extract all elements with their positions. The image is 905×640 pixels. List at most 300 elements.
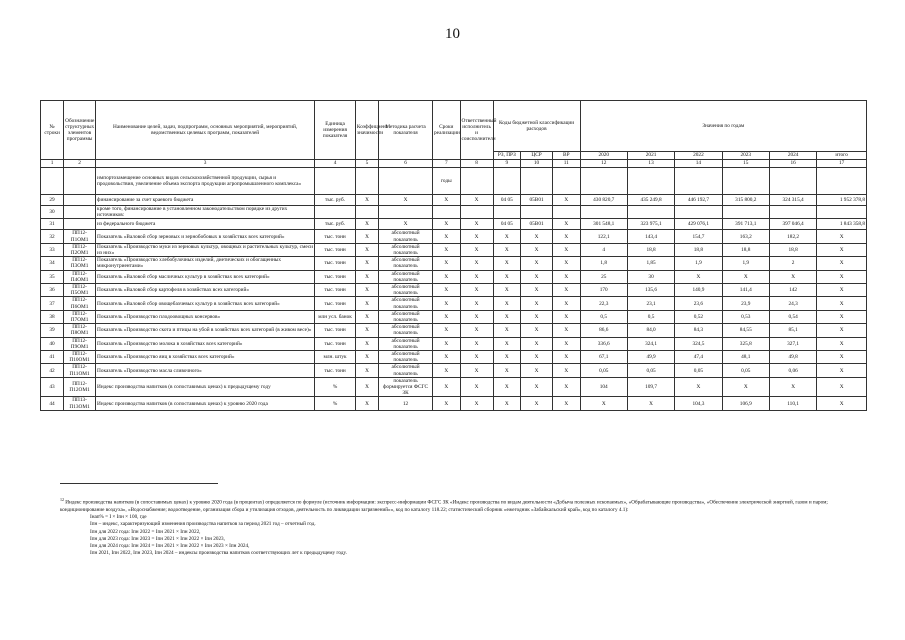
row-name: Показатель «Производство яиц в хозяйствах всех категорий» (96, 351, 315, 364)
year-value: X (817, 243, 867, 256)
header-values-by-year: Значения по годам (580, 101, 866, 152)
table-row (41, 219, 867, 230)
year-value: 154,7 (675, 230, 722, 243)
code-csr: 05В01 (521, 195, 553, 206)
row-name: Показатель «Производство молока в хозяйствах всех категорий» (96, 337, 315, 350)
header-csr: ЦСР (521, 152, 553, 160)
row-name: Показатель «Валовой сбор масличных культур в хозяйствах всех категорий» (96, 270, 315, 283)
table-row (41, 351, 867, 364)
year-value: 0,05 (580, 364, 627, 377)
responsible: X (460, 284, 493, 297)
responsible: X (460, 337, 493, 350)
coefficient: X (355, 195, 378, 206)
code-rz: X (493, 337, 521, 350)
year-value: 140,9 (675, 284, 722, 297)
term (433, 206, 461, 219)
row-number: 42 (41, 364, 64, 377)
year-value: 1,85 (627, 257, 674, 270)
year-value: 327,1 (769, 337, 816, 350)
year-value: 23,1 (627, 297, 674, 310)
unit (315, 168, 356, 195)
code-csr: X (521, 270, 553, 283)
responsible: X (460, 297, 493, 310)
column-number: 4 (315, 160, 356, 168)
year-value: X (817, 270, 867, 283)
year-value (627, 206, 674, 219)
code-vr: X (553, 284, 581, 297)
year-value: 324 315,4 (769, 195, 816, 206)
responsible (460, 168, 493, 195)
term: X (433, 243, 461, 256)
code-vr: X (553, 297, 581, 310)
header-element: Обозначение структурных элементов программы (64, 101, 96, 160)
code-rz: 04 05 (493, 219, 521, 230)
unit: млн усл. банок (315, 310, 356, 323)
header-year: 2024 (769, 152, 816, 160)
footnote-line: Iпн для 2022 года: Iпн 2022 = Iпн 2021 × Iпн 2022, (90, 528, 201, 535)
table-row (41, 195, 867, 206)
row-number: 32 (41, 230, 64, 243)
year-value: 1,9 (675, 257, 722, 270)
term: X (433, 284, 461, 297)
year-value: X (817, 257, 867, 270)
year-value (675, 206, 722, 219)
column-number: 15 (722, 160, 769, 168)
unit: % (315, 397, 356, 410)
code-vr: X (553, 397, 581, 410)
year-value: 2 (769, 257, 816, 270)
year-value: 0,5 (627, 310, 674, 323)
row-number: 41 (41, 351, 64, 364)
code-vr: X (553, 364, 581, 377)
code-csr: X (521, 377, 553, 397)
method: абсолютный показатель (379, 364, 433, 377)
table-row (41, 337, 867, 350)
code-rz: X (493, 243, 521, 256)
year-value: 104 (580, 377, 627, 397)
row-name: Показатель «Валовой сбор овощебахчевых культур в хозяйствах всех категорий» (96, 297, 315, 310)
column-number: 11 (553, 160, 581, 168)
responsible: X (460, 230, 493, 243)
code-vr: X (553, 377, 581, 397)
unit: % (315, 377, 356, 397)
footnote-formula: Iнап% = I × Iпн × 100, где (90, 514, 147, 521)
row-number: 30 (41, 206, 64, 219)
responsible: X (460, 270, 493, 283)
row-name: Индекс производства напитков (в сопоставимых ценах) к уровню 2020 года (96, 397, 315, 410)
footnote (60, 496, 870, 557)
method: абсолютный показатель (379, 310, 433, 323)
code-rz: X (493, 270, 521, 283)
year-value: X (675, 377, 722, 397)
indicators-table (40, 100, 867, 411)
year-value: 22,3 (580, 297, 627, 310)
year-value (722, 168, 769, 195)
row-number: 39 (41, 324, 64, 337)
table-row (41, 377, 867, 397)
year-value: X (580, 397, 627, 410)
year-value: 430 820,7 (580, 195, 627, 206)
row-name: Показатель «Производство скота и птицы на убой в хозяйствах всех категорий (в живом весе)» (96, 324, 315, 337)
code-rz (493, 168, 521, 195)
year-value (675, 168, 722, 195)
year-value: X (817, 297, 867, 310)
row-name: импортозамещение основных видов сельскохозяйственной продукции, сырья и продовольствия, увеличение объема экспорта продукции агропромышленного комплекса» (96, 168, 315, 195)
unit: тыс. тонн (315, 324, 356, 337)
method: абсолютный показатель (379, 297, 433, 310)
year-value: 163,2 (722, 230, 769, 243)
element-code (64, 206, 96, 219)
year-value: 18,8 (675, 243, 722, 256)
responsible: X (460, 397, 493, 410)
year-value: 1,8 (580, 257, 627, 270)
coefficient: X (355, 243, 378, 256)
responsible: X (460, 324, 493, 337)
year-value: 336,6 (580, 337, 627, 350)
table-row (41, 257, 867, 270)
column-number: 17 (817, 160, 867, 168)
code-rz: 04 05 (493, 195, 521, 206)
element-code: ПП12-П7ОМ1 (64, 310, 96, 323)
term: X (433, 324, 461, 337)
footnote-line: Iпн – индекс, характеризующий изменения производства напитков за период 2021 год – отчетный год. (90, 521, 316, 528)
year-value: 122,1 (580, 230, 627, 243)
year-value: X (817, 397, 867, 410)
term: X (433, 195, 461, 206)
year-value: 0,06 (769, 364, 816, 377)
year-value: 106,9 (722, 397, 769, 410)
term: X (433, 377, 461, 397)
column-number: 10 (521, 160, 553, 168)
code-rz: X (493, 297, 521, 310)
row-name: Показатель «Валовой сбор зерновых и зернобобовых в хозяйствах всех категорий» (96, 230, 315, 243)
method: X (379, 219, 433, 230)
year-value: 170 (580, 284, 627, 297)
coefficient: X (355, 377, 378, 397)
unit: тыс. тонн (315, 243, 356, 256)
year-value: X (769, 270, 816, 283)
row-name: Показатель «Производство масла сливочного» (96, 364, 315, 377)
year-value: X (722, 270, 769, 283)
table-row (41, 243, 867, 256)
element-code (64, 195, 96, 206)
year-value: 324,1 (627, 337, 674, 350)
element-code: ПП12-П8ОМ1 (64, 324, 96, 337)
year-value: 182,2 (769, 230, 816, 243)
year-value: 84,0 (627, 324, 674, 337)
element-code (64, 219, 96, 230)
code-rz: X (493, 230, 521, 243)
year-value: 0,05 (722, 364, 769, 377)
footnote-mark: 12 (60, 497, 64, 502)
term: X (433, 397, 461, 410)
header-year: 2020 (580, 152, 627, 160)
method: абсолютный показатель (379, 270, 433, 283)
page-number: 10 (445, 26, 460, 42)
row-number: 38 (41, 310, 64, 323)
year-value (769, 206, 816, 219)
year-value: 0,05 (627, 364, 674, 377)
method: абсолютный показатель (379, 351, 433, 364)
unit: тыс. руб. (315, 195, 356, 206)
year-value: X (675, 270, 722, 283)
code-rz: X (493, 257, 521, 270)
coefficient: X (355, 351, 378, 364)
column-number: 16 (769, 160, 816, 168)
coefficient: X (355, 364, 378, 377)
responsible: X (460, 195, 493, 206)
code-csr: X (521, 310, 553, 323)
row-number: 34 (41, 257, 64, 270)
unit: тыс. руб. (315, 219, 356, 230)
year-value (627, 168, 674, 195)
row-number: 36 (41, 284, 64, 297)
year-value: X (817, 377, 867, 397)
year-value (722, 206, 769, 219)
year-value: 143,4 (627, 230, 674, 243)
code-vr: X (553, 324, 581, 337)
year-value: 0,52 (675, 310, 722, 323)
element-code: ПП12-П1ОМ1 (64, 230, 96, 243)
element-code: ПП12-П9ОМ1 (64, 337, 96, 350)
responsible: X (460, 310, 493, 323)
code-rz: X (493, 310, 521, 323)
year-value: 324,5 (675, 337, 722, 350)
table-row (41, 297, 867, 310)
year-value: 391 713,1 (722, 219, 769, 230)
year-value: 49,8 (769, 351, 816, 364)
header-row-no: № строки (41, 101, 64, 160)
code-vr: X (553, 270, 581, 283)
term: X (433, 337, 461, 350)
year-value: 135,6 (627, 284, 674, 297)
year-value (817, 168, 867, 195)
column-number: 13 (627, 160, 674, 168)
code-rz (493, 206, 521, 219)
year-value: 4 (580, 243, 627, 256)
code-rz: X (493, 377, 521, 397)
row-name: кроме того, финансирование в установленном законодательством порядке из других источников: (96, 206, 315, 219)
column-number: 2 (64, 160, 96, 168)
header-coefficient: Коэффициент значимости (355, 101, 378, 160)
column-number: 3 (96, 160, 315, 168)
element-code: ПП13-П13ОМ1 (64, 397, 96, 410)
element-code: ПП12-П11ОМ1 (64, 364, 96, 377)
column-number: 12 (580, 160, 627, 168)
table-body (41, 168, 867, 411)
year-value: 141,4 (722, 284, 769, 297)
column-number: 14 (675, 160, 722, 168)
year-value: 325,8 (722, 337, 769, 350)
year-value: 1,9 (722, 257, 769, 270)
row-number: 31 (41, 219, 64, 230)
year-value: 25 (580, 270, 627, 283)
code-rz: X (493, 397, 521, 410)
code-vr: X (553, 310, 581, 323)
year-value: 429 076,1 (675, 219, 722, 230)
code-vr: X (553, 243, 581, 256)
year-value: 30 (627, 270, 674, 283)
element-code: ПП12-П4ОМ1 (64, 270, 96, 283)
year-value: 23,9 (722, 297, 769, 310)
header-unit: Единица измерения показателя (315, 101, 356, 160)
header-year: 2021 (627, 152, 674, 160)
table-row (41, 168, 867, 195)
year-value: 323 975,1 (627, 219, 674, 230)
code-rz: X (493, 324, 521, 337)
header-budget-codes: Коды бюджетной классификации расходов (493, 101, 580, 152)
method: показатель формируется ФСГС ЗК (379, 377, 433, 397)
column-numbers-row (41, 160, 867, 168)
year-value: X (817, 324, 867, 337)
footnote-line: Iпн 2021, Iпн 2022, Iпн 2023, Iпн 2024 – индексы производства напитков соответствующих лет к предыдущему году. (90, 550, 347, 557)
header-name: Наименование целей, задач, подпрограмм, основных мероприятий, мероприятий, ведомственных целевых программ, показателей (96, 101, 315, 160)
code-vr (553, 168, 581, 195)
year-value: 0,53 (722, 310, 769, 323)
term: X (433, 219, 461, 230)
element-code: ПП12-П12ОМ1 (64, 377, 96, 397)
element-code: ПП12-П10ОМ1 (64, 351, 96, 364)
header-responsible: Ответственный исполнитель и соисполнители (460, 101, 493, 160)
year-value: 48,1 (722, 351, 769, 364)
coefficient (355, 206, 378, 219)
responsible: X (460, 351, 493, 364)
year-value: 435 249,8 (627, 195, 674, 206)
column-number: 5 (355, 160, 378, 168)
term: X (433, 297, 461, 310)
year-value: X (627, 397, 674, 410)
year-value: X (817, 337, 867, 350)
code-csr: X (521, 284, 553, 297)
method: абсолютный показатель (379, 324, 433, 337)
row-number: 43 (41, 377, 64, 397)
footnote-text: Индекс производства напитков (в сопоставимых ценах) к уровню 2020 года (в процентах) определяется по формуле (источник информации: экспресс-информации ФСГС ЗК «Индекс производства по видам деятельности «Добыча полезных ископаемых», «Обрабатывающие производства», «Обеспечение электрической энергией, газом и паром; кондиционирование воздуха», «Водоснабжение; водоотведение, организация сбора и утилизация отходов, деятельность по ликвидации загрязнений»», код по каталогу 118.22; статистический сборник «ежегодник «Забайкальский край», код по каталогу 4.1): (60, 499, 828, 513)
row-number: 44 (41, 397, 64, 410)
header-total: итого (817, 152, 867, 160)
method: абсолютный показатель (379, 230, 433, 243)
unit: тыс. тонн (315, 337, 356, 350)
year-value: 315 800,2 (722, 195, 769, 206)
header-method: Методика расчета показателя (379, 101, 433, 160)
year-value: 0,54 (769, 310, 816, 323)
code-csr: X (521, 337, 553, 350)
year-value: 18,8 (627, 243, 674, 256)
code-csr: X (521, 351, 553, 364)
coefficient: X (355, 297, 378, 310)
year-value: 18,8 (769, 243, 816, 256)
code-csr: X (521, 297, 553, 310)
year-value: 1 952 378,8 (817, 195, 867, 206)
unit: тыс. тонн (315, 270, 356, 283)
footnote-separator (60, 483, 218, 484)
row-number: 33 (41, 243, 64, 256)
year-value: 85,1 (769, 324, 816, 337)
term: годы (433, 168, 461, 195)
row-name: Показатель «Производство плодоовощных консервов» (96, 310, 315, 323)
responsible: X (460, 257, 493, 270)
row-number: 40 (41, 337, 64, 350)
code-rz: X (493, 364, 521, 377)
coefficient (355, 168, 378, 195)
year-value (580, 168, 627, 195)
unit: тыс. тонн (315, 257, 356, 270)
year-value: 86,6 (580, 324, 627, 337)
code-vr: X (553, 230, 581, 243)
coefficient: X (355, 310, 378, 323)
code-vr: X (553, 337, 581, 350)
code-vr: X (553, 195, 581, 206)
unit: тыс. тонн (315, 364, 356, 377)
code-csr: X (521, 257, 553, 270)
code-vr: X (553, 351, 581, 364)
year-value: 18,8 (722, 243, 769, 256)
table-row (41, 206, 867, 219)
code-vr: X (553, 257, 581, 270)
year-value: 84,55 (722, 324, 769, 337)
method (379, 168, 433, 195)
row-name: финансирование за счет краевого бюджета (96, 195, 315, 206)
year-value: 104,3 (675, 397, 722, 410)
year-value (817, 206, 867, 219)
responsible: X (460, 364, 493, 377)
column-number: 8 (460, 160, 493, 168)
responsible (460, 206, 493, 219)
column-number: 7 (433, 160, 461, 168)
year-value: X (817, 310, 867, 323)
method: абсолютный показатель (379, 243, 433, 256)
header-year: 2022 (675, 152, 722, 160)
footnote-lines (60, 521, 870, 557)
year-value: X (817, 351, 867, 364)
element-code: ПП12-П2ОМ1 (64, 243, 96, 256)
unit: тыс. тонн (315, 297, 356, 310)
year-value: X (817, 364, 867, 377)
code-vr (553, 206, 581, 219)
code-csr (521, 206, 553, 219)
row-number: 29 (41, 195, 64, 206)
unit: млн. штук (315, 351, 356, 364)
row-name: из федерального бюджета (96, 219, 315, 230)
year-value: 67,1 (580, 351, 627, 364)
year-value: X (769, 377, 816, 397)
code-vr: X (553, 219, 581, 230)
method: X (379, 195, 433, 206)
table-row (41, 230, 867, 243)
method: 12 (379, 397, 433, 410)
code-csr: X (521, 324, 553, 337)
table-row (41, 397, 867, 410)
method (379, 206, 433, 219)
header-year: 2023 (722, 152, 769, 160)
term: X (433, 351, 461, 364)
term: X (433, 364, 461, 377)
row-name: Показатель «Производство хлебобулочных изделий, диетических и обогащенных микронутриентами» (96, 257, 315, 270)
coefficient: X (355, 324, 378, 337)
year-value (769, 168, 816, 195)
code-csr: X (521, 364, 553, 377)
column-number: 6 (379, 160, 433, 168)
coefficient: X (355, 397, 378, 410)
year-value: 0,05 (675, 364, 722, 377)
code-csr (521, 168, 553, 195)
code-csr: 05В01 (521, 219, 553, 230)
footnote-line: Iпн для 2024 года: Iпн 2024 = Iпн 2021 × Iпн 2022 × Iпн 2023 × Iпн 2024, (90, 542, 250, 549)
method: абсолютный показатель (379, 284, 433, 297)
column-number: 1 (41, 160, 64, 168)
year-value: 1 843 358,8 (817, 219, 867, 230)
footnote-line: Iпн для 2023 года: Iпн 2023 = Iпн 2021 × Iпн 2022 × Iпн 2023, (90, 535, 225, 542)
code-rz: X (493, 284, 521, 297)
